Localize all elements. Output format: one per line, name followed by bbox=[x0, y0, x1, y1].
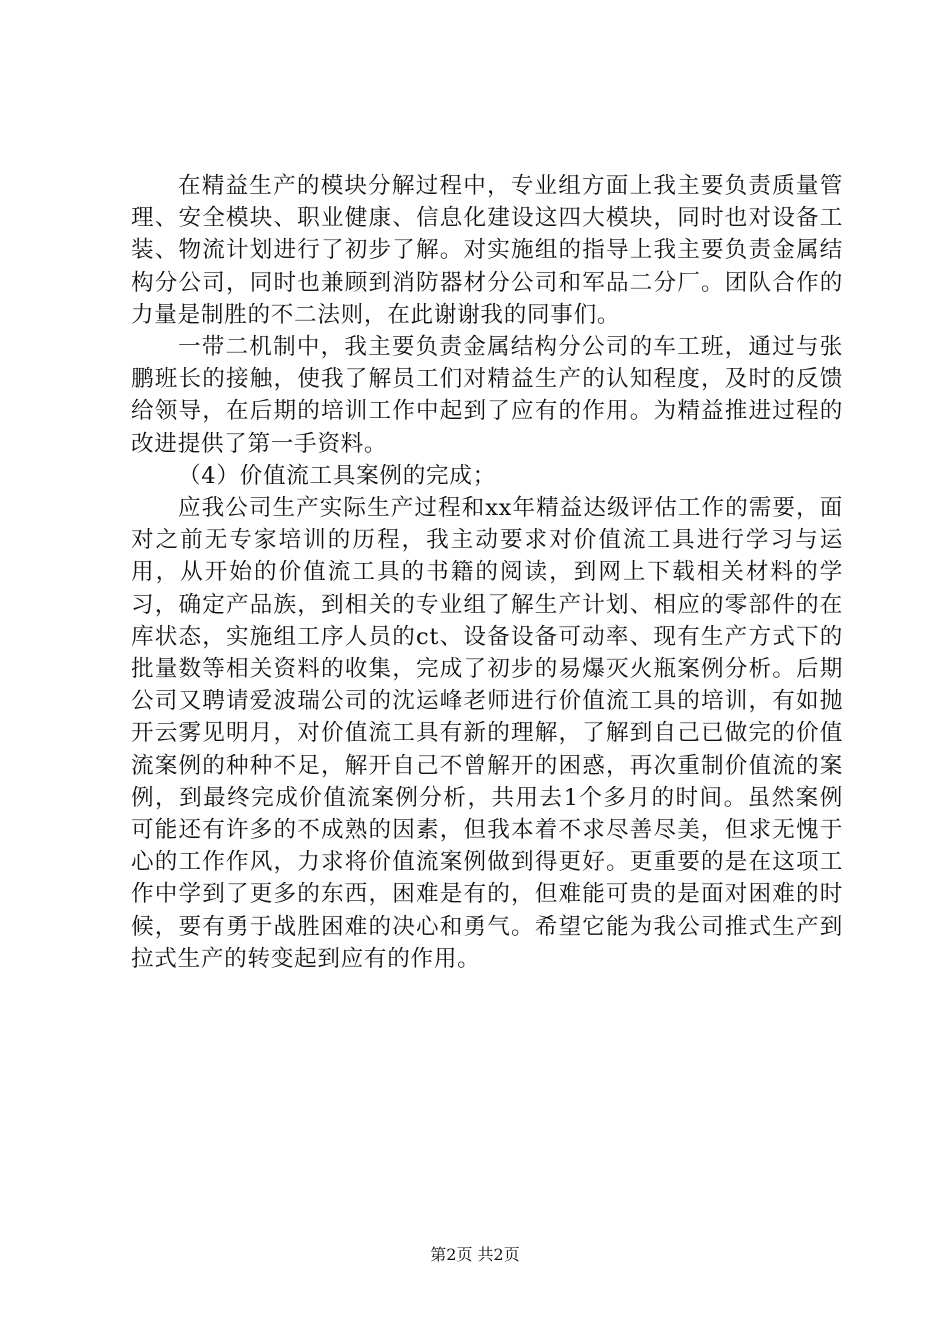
paragraph-value-stream-case: 应我公司生产实际生产过程和xx年精益达级评估工作的需要，面对之前无专家培训的历程，我主动要求对价值流工具进行学习与运用，从开始的价值流工具的书籍的阅读，到网上下载相关材料的学习，确定产品族，到相关的专业组了解生产计划、相应的零部件的在库状态，实施组工序人员的ct、设备设备可动率、现有生产方式下的批量数等相关资料的收集，完成了初步的易爆灭火瓶案例分析。后期公司又聘请爱波瑞公司的沈运峰老师进行价值流工具的培训，有如抛开云雾见明月，对价值流工具有新的理解，了解到自己已做完的价值流案例的种种不足，解开自己不曾解开的困惑，再次重制价值流的案例，到最终完成价值流案例分析，共用去1个多月的时间。虽然案例可能还有许多的不成熟的因素，但我本着不求尽善尽美，但求无愧于心的工作作风，力求将价值流案例做到得更好。更重要的是在这项工作中学到了更多的东西，困难是有的，但难能可贵的是面对困难的时候，要有勇于战胜困难的决心和勇气。希望它能为我公司推式生产到拉式生产的转变起到应有的作用。 bbox=[131, 495, 843, 972]
section-heading-value-stream: （4）价值流工具案例的完成； bbox=[178, 462, 496, 489]
paragraph-lean-modules: 在精益生产的模块分解过程中，专业组方面上我主要负责质量管理、安全模块、职业健康、信息化建设这四大模块，同时也对设备工装、物流计划进行了初步了解。对实施组的指导上我主要负责金属结构分公司，同时也兼顾到消防器材分公司和军品二分厂。团队合作的力量是制胜的不二法则，在此谢谢我的同事们。 bbox=[131, 173, 843, 328]
paragraph-one-leads-two: 一带二机制中，我主要负责金属结构分公司的车工班，通过与张鹏班长的接触，使我了解员工们对精益生产的认知程度，及时的反馈给领导，在后期的培训工作中起到了应有的作用。为精益推进过程的改进提供了第一手资料。 bbox=[131, 334, 843, 457]
document-body bbox=[131, 170, 843, 975]
page-footer: 第2页 共2页 bbox=[430, 1245, 520, 1264]
